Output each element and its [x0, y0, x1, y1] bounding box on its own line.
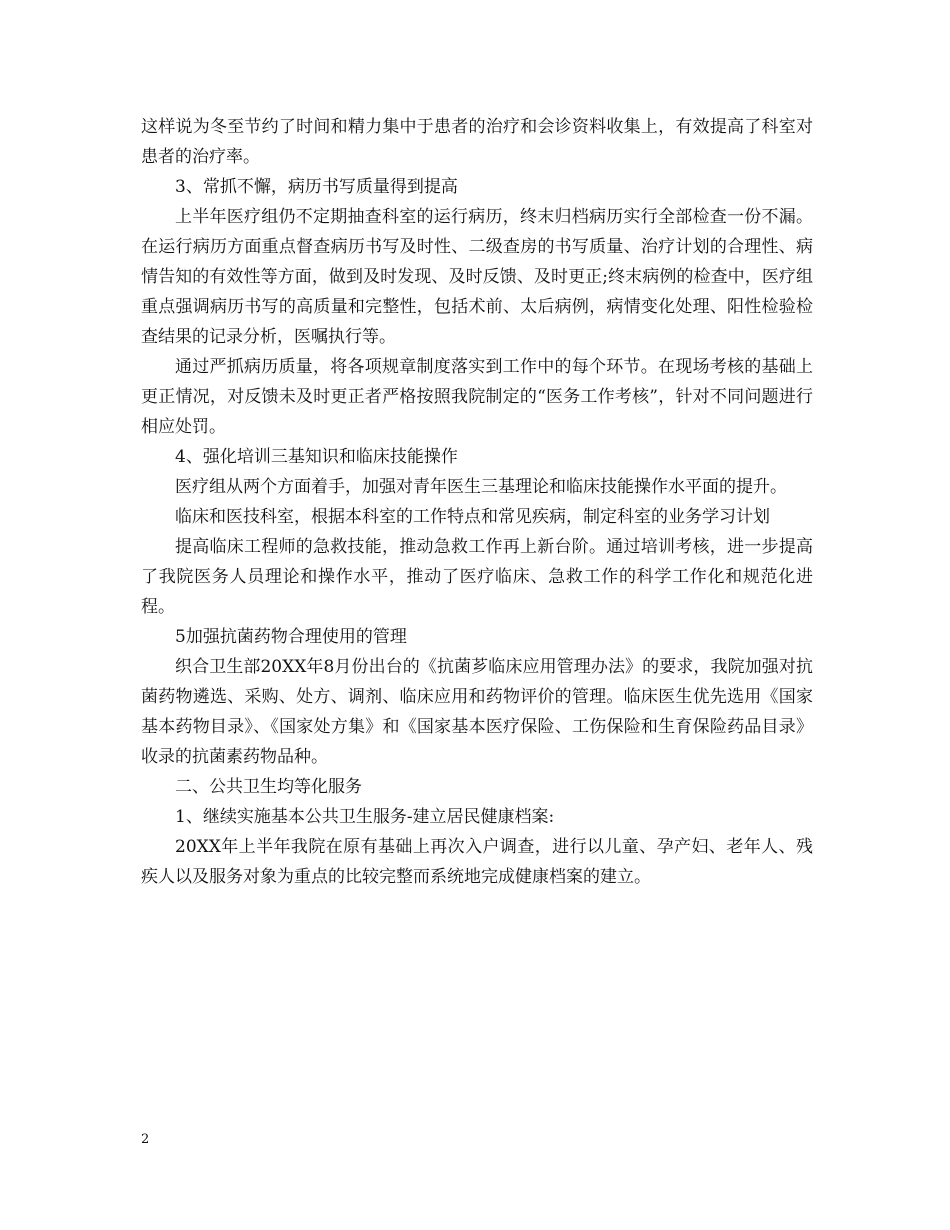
paragraph: 20XX年上半年我院在原有基础上再次入户调查，进行以儿童、孕产妇、老年人、残疾人以及服务对象为重点的比较完整而系统地完成健康档案的建立。 [141, 837, 813, 887]
document-body [141, 112, 813, 892]
paragraph: 临床和医技科室，根据本科室的工作特点和常见疾病，制定科室的业务学习计划 [175, 507, 770, 527]
paragraph: 上半年医疗组仍不定期抽查科室的运行病历，终末归档病历实行全部检查一份不漏。在运行病历方面重点督查病历书写及时性、二级查房的书写质量、治疗计划的合理性、病情告知的有效性等方面，做到及时发现、及时反馈、及时更正;终末病例的检查中，医疗组重点强调病历书写的高质量和完整性，包括术前、太后病例，病情变化处理、阳性检验检查结果的记录分析，医嘱执行等。 [141, 207, 813, 347]
section-heading: 5加强抗菌药物合理使用的管理 [175, 627, 407, 647]
paragraph: 织合卫生部20XX年8月份出台的《抗菌芗临床应用管理办法》的要求，我院加强对抗菌药物遴选、采购、处方、调剂、临床应用和药物评价的管理。临床医生优先选用《国家基本药物目录》、《国家处方集》和《国家基本医疗保险、工伤保险和生育保险药品目录》收录的抗菌素药物品种。 [141, 657, 813, 767]
page-number: 2 [141, 1132, 150, 1147]
paragraph: 提高临床工程师的急救技能，推动急救工作再上新台阶。通过培训考核，进一步提高了我院医务人员理论和操作水平，推动了医疗临床、急救工作的科学工作化和规范化进程。 [141, 537, 813, 617]
section-heading: 4、强化培训三基知识和临床技能操作 [175, 447, 458, 467]
section-heading: 二、公共卫生均等化服务 [175, 777, 362, 797]
section-heading: 3、常抓不懈，病历书写质量得到提高 [175, 177, 458, 197]
paragraph: 通过严抓病历质量，将各项规章制度落实到工作中的每个环节。在现场考核的基础上更正情况，对反馈未及时更正者严格按照我院制定的“医务工作考核”，针对不同问题进行相应处罚。 [141, 357, 813, 437]
section-heading: 1、继续实施基本公共卫生服务-建立居民健康档案: [175, 807, 555, 827]
paragraph: 这样说为冬至节约了时间和精力集中于患者的治疗和会诊资料收集上，有效提高了科室对患者的治疗率。 [141, 117, 813, 167]
paragraph: 医疗组从两个方面着手，加强对青年医生三基理论和临床技能操作水平面的提升。 [175, 477, 787, 497]
